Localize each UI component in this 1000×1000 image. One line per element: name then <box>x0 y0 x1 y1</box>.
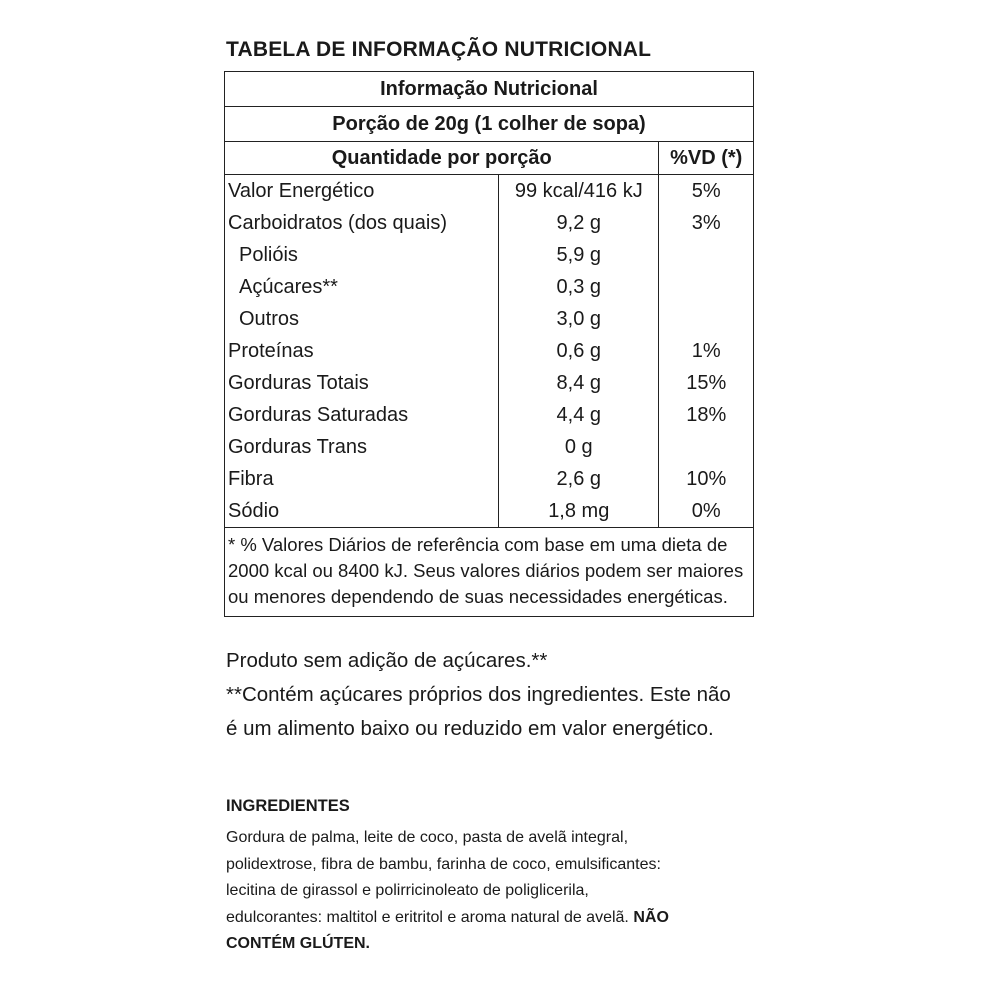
portion-size: Porção de 20g (1 colher de sopa) <box>225 107 754 142</box>
nutrient-vd: 3% <box>659 207 754 239</box>
table-row <box>225 399 754 431</box>
nutrient-vd: 5% <box>659 175 754 208</box>
table-row <box>225 495 754 528</box>
table-row <box>225 271 754 303</box>
nutrient-value: 5,9 g <box>499 239 659 271</box>
table-row <box>225 207 754 239</box>
nutrient-label: Proteínas <box>225 335 499 367</box>
no-added-sugar-note: Produto sem adição de açúcares.** <box>226 649 548 672</box>
table-row <box>225 239 754 271</box>
table-row <box>225 175 754 208</box>
nutrient-value: 1,8 mg <box>499 495 659 528</box>
table-row <box>225 367 754 399</box>
nutrient-vd: 1% <box>659 335 754 367</box>
nutrient-label: Sódio <box>225 495 499 528</box>
nutrient-value: 0,6 g <box>499 335 659 367</box>
nutrient-vd: 10% <box>659 463 754 495</box>
ingredients-title: INGREDIENTES <box>226 797 350 815</box>
page-title: TABELA DE INFORMAÇÃO NUTRICIONAL <box>226 38 652 61</box>
nutrient-value: 0,3 g <box>499 271 659 303</box>
nutrient-vd <box>659 271 754 303</box>
nutrient-value: 3,0 g <box>499 303 659 335</box>
nutrient-label: Gorduras Saturadas <box>225 399 499 431</box>
nutrient-label: Fibra <box>225 463 499 495</box>
nutrient-vd: 0% <box>659 495 754 528</box>
nutrient-label: Valor Energético <box>225 175 499 208</box>
gluten-warning: NÃO CONTÉM GLÚTEN. <box>226 908 669 952</box>
nutrient-value: 4,4 g <box>499 399 659 431</box>
ingredients-list: Gordura de palma, leite de coco, pasta de avelã integral, polidextrose, fibra de bambu, farinha de coco, emulsificantes: lecitina de girassol e polirricinoleato de poliglicerila, edulcorantes: maltitol e eritritol e aroma natural de avelã. <box>226 829 661 926</box>
nutrient-vd <box>659 431 754 463</box>
table-footnote: * % Valores Diários de referência com base em uma dieta de 2000 kcal ou 8400 kJ. Seus valores diários podem ser maiores ou menores dependendo de suas necessidades energéticas. <box>225 528 754 617</box>
nutrient-label: Gorduras Trans <box>225 431 499 463</box>
table-row <box>225 335 754 367</box>
nutrient-value: 2,6 g <box>499 463 659 495</box>
nutrient-vd: 15% <box>659 367 754 399</box>
nutrient-label: Açúcares** <box>225 271 499 303</box>
nutrient-vd <box>659 303 754 335</box>
ingredients-text <box>226 825 676 958</box>
nutrient-value: 99 kcal/416 kJ <box>499 175 659 208</box>
nutrient-label: Gorduras Totais <box>225 367 499 399</box>
own-sugars-note: **Contém açúcares próprios dos ingredientes. Este não é um alimento baixo ou reduzido em valor energético. <box>226 683 731 740</box>
table-row <box>225 303 754 335</box>
column-header-vd: %VD (*) <box>659 142 754 175</box>
nutrient-vd: 18% <box>659 399 754 431</box>
nutrient-label: Polióis <box>225 239 499 271</box>
nutrient-value: 9,2 g <box>499 207 659 239</box>
nutrient-value: 8,4 g <box>499 367 659 399</box>
nutrient-value: 0 g <box>499 431 659 463</box>
table-row <box>225 463 754 495</box>
column-header-quantity: Quantidade por porção <box>225 142 659 175</box>
nutrient-vd <box>659 239 754 271</box>
nutrition-table <box>224 71 754 617</box>
nutrient-label: Outros <box>225 303 499 335</box>
nutrient-label: Carboidratos (dos quais) <box>225 207 499 239</box>
table-header: Informação Nutricional <box>225 72 754 107</box>
table-row <box>225 431 754 463</box>
